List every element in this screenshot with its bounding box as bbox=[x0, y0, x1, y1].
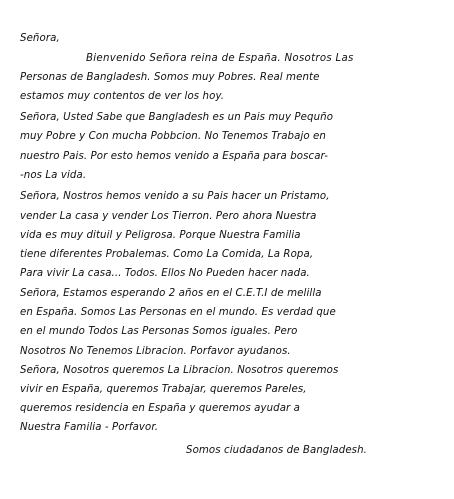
letter-line: vivir en España, queremos Trabajar, queremos Pareles, bbox=[20, 384, 307, 395]
letter-line: Señora, Usted Sabe que Bangladesh es un Pais muy Pequño bbox=[20, 112, 334, 123]
letter-line: Señora, Nostros hemos venido a su Pais hacer un Pristamo, bbox=[20, 191, 330, 202]
letter-line: estamos muy contentos de ver los hoy. bbox=[20, 91, 225, 102]
letter-line: en el mundo Todos Las Personas Somos iguales. Pero bbox=[20, 326, 298, 337]
letter-line: Para vivir La casa... Todos. Ellos No Pueden hacer nada. bbox=[20, 268, 310, 279]
letter-line: vida es muy dituil y Peligrosa. Porque Nuestra Familia bbox=[20, 230, 301, 241]
letter-line: Personas de Bangladesh. Somos muy Pobres. Real mente bbox=[20, 72, 320, 83]
letter-closing: Somos ciudadanos de Bangladesh. bbox=[186, 445, 367, 456]
letter-line: vender La casa y vender Los Tierron. Pero ahora Nuestra bbox=[20, 211, 317, 222]
letter-line: Nosotros No Tenemos Libracion. Porfavor ayudanos. bbox=[20, 346, 291, 357]
letter-line: Nuestra Familia - Porfavor. bbox=[20, 422, 159, 433]
letter-greeting: Señora, bbox=[20, 33, 60, 44]
letter-line: nuestro Pais. Por esto hemos venido a España para boscar- bbox=[20, 151, 329, 162]
letter-line: Bienvenido Señora reina de España. Nosotros Las bbox=[86, 53, 354, 64]
letter-line: -nos La vida. bbox=[20, 170, 87, 181]
letter-line: tiene diferentes Probalemas. Como La Comida, La Ropa, bbox=[20, 249, 314, 260]
letter-line: en España. Somos Las Personas en el mundo. Es verdad que bbox=[20, 307, 336, 318]
letter-line: muy Pobre y Con mucha Pobbcion. No Tenemos Trabajo en bbox=[20, 131, 326, 142]
letter-line: Señora, Nosotros queremos La Libracion. Nosotros queremos bbox=[20, 365, 339, 376]
letter-line: Señora, Estamos esperando 2 años en el C.E.T.I de melilla bbox=[20, 288, 322, 299]
letter-line: queremos residencia en España y queremos ayudar a bbox=[20, 403, 301, 414]
